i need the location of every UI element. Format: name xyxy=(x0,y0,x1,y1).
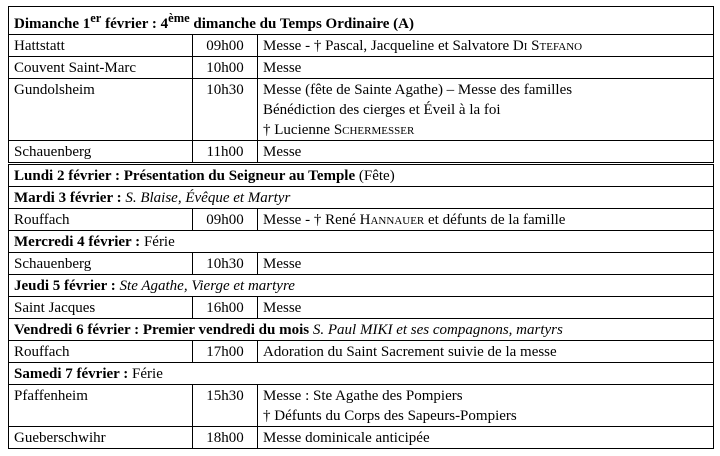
sunday-day-sup: er xyxy=(90,11,102,25)
schedule-row xyxy=(9,297,714,319)
schedule-row xyxy=(9,141,714,164)
desc-surname: Hannauer xyxy=(359,212,425,228)
thursday-note: Ste Agathe, Vierge et martyre xyxy=(119,278,295,294)
description xyxy=(258,385,714,427)
schedule-row xyxy=(9,57,714,79)
day-header-sunday xyxy=(9,7,714,35)
saturday-heading xyxy=(9,363,714,385)
mass-schedule-table xyxy=(8,6,714,449)
place: Saint Jacques xyxy=(9,297,193,319)
description: Messe xyxy=(258,57,714,79)
saturday-note: Férie xyxy=(132,366,163,382)
description: Messe xyxy=(258,141,714,164)
desc-line: Bénédiction des cierges et Éveil à la foi xyxy=(263,102,501,118)
description: Messe xyxy=(258,253,714,275)
time: 11h00 xyxy=(193,141,258,164)
time: 10h30 xyxy=(193,253,258,275)
friday-heading xyxy=(9,319,714,341)
day-header-wednesday xyxy=(9,231,714,253)
schedule-row xyxy=(9,341,714,363)
schedule-row xyxy=(9,427,714,449)
tuesday-heading xyxy=(9,187,714,209)
desc-line xyxy=(263,120,708,140)
description xyxy=(258,35,714,57)
description: Adoration du Saint Sacrement suivie de la messe xyxy=(258,341,714,363)
sunday-num: 4 xyxy=(160,16,169,32)
place: Couvent Saint-Marc xyxy=(9,57,193,79)
place: Rouffach xyxy=(9,209,193,231)
desc-text: Messe - † Pascal, Jacqueline et Salvatore xyxy=(263,38,513,54)
desc-line: Messe : Ste Agathe des Pompiers xyxy=(263,388,463,404)
wednesday-heading xyxy=(9,231,714,253)
time: 17h00 xyxy=(193,341,258,363)
description: Messe dominicale anticipée xyxy=(258,427,714,449)
sunday-month: février : xyxy=(101,16,161,32)
time: 09h00 xyxy=(193,35,258,57)
friday-note: S. Paul MIKI et ses compagnons, martyrs xyxy=(312,322,563,338)
schedule-row xyxy=(9,385,714,427)
monday-heading xyxy=(9,164,714,187)
friday-label: Vendredi 6 février : Premier vendredi du mois xyxy=(14,322,313,338)
monday-label: Lundi 2 février : Présentation du Seigneur au Temple xyxy=(14,168,356,184)
schedule-row xyxy=(9,35,714,57)
sunday-day: Dimanche 1 xyxy=(14,16,91,32)
day-header-friday xyxy=(9,319,714,341)
schedule-row xyxy=(9,253,714,275)
sunday-title: dimanche du Temps Ordinaire (A) xyxy=(189,16,414,32)
desc-text: Messe - † René xyxy=(263,212,360,228)
day-header-thursday xyxy=(9,275,714,297)
description xyxy=(258,209,714,231)
place: Gueberschwihr xyxy=(9,427,193,449)
thursday-heading xyxy=(9,275,714,297)
time: 10h30 xyxy=(193,79,258,141)
description: Messe xyxy=(258,297,714,319)
time: 16h00 xyxy=(193,297,258,319)
schedule-row xyxy=(9,209,714,231)
description xyxy=(258,79,714,141)
day-header-saturday xyxy=(9,363,714,385)
thursday-label: Jeudi 5 février : xyxy=(14,278,120,294)
saturday-label: Samedi 7 février : xyxy=(14,366,133,382)
sunday-heading xyxy=(9,7,714,35)
desc-surname: Schermesser xyxy=(333,122,415,138)
place: Pfaffenheim xyxy=(9,385,193,427)
place: Schauenberg xyxy=(9,141,193,164)
schedule-row xyxy=(9,79,714,141)
desc-text: † Lucienne xyxy=(263,122,334,138)
time: 09h00 xyxy=(193,209,258,231)
place: Schauenberg xyxy=(9,253,193,275)
desc-text: et défunts de la famille xyxy=(424,212,566,228)
desc-line: † Défunts du Corps des Sapeurs-Pompiers xyxy=(263,408,517,424)
day-header-tuesday xyxy=(9,187,714,209)
wednesday-note: Férie xyxy=(143,234,175,250)
desc-surname: Di Stefano xyxy=(512,38,583,54)
place: Hattstatt xyxy=(9,35,193,57)
day-header-monday xyxy=(9,164,714,187)
place: Rouffach xyxy=(9,341,193,363)
tuesday-note: S. Blaise, Évêque et Martyr xyxy=(125,190,291,206)
time: 18h00 xyxy=(193,427,258,449)
monday-note: (Fête) xyxy=(355,168,395,184)
place: Gundolsheim xyxy=(9,79,193,141)
sunday-num-sup: ème xyxy=(168,11,190,25)
time: 15h30 xyxy=(193,385,258,427)
time: 10h00 xyxy=(193,57,258,79)
tuesday-label: Mardi 3 février : xyxy=(14,190,126,206)
wednesday-label: Mercredi 4 février : xyxy=(14,234,144,250)
desc-line: Messe (fête de Sainte Agathe) – Messe des familles xyxy=(263,82,573,98)
